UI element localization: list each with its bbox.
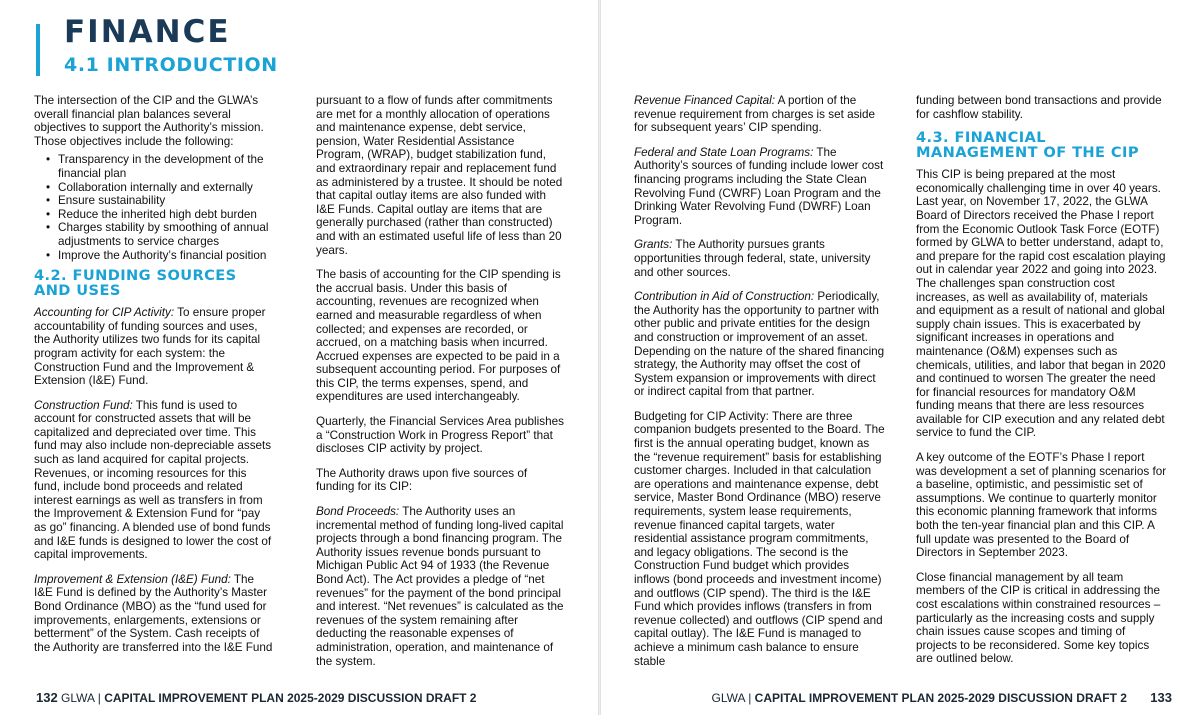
funding-sources-heading: 4.2. FUNDING SOURCES AND USES (34, 267, 237, 300)
funding-sources-intro: The Authority draws upon five sources of funding for its CIP: (316, 466, 528, 494)
close-management-paragraph: Close financial management by all team members of the CIP is critical in addressing the cost escalations within constrained resources – particularly as the increasing costs and supply chain issues cause scopes and timing of projects to be reconsidered. Some key topics are outlined below. (916, 570, 1161, 666)
left-page-footer (36, 690, 476, 705)
revenue-financed-paragraph: Revenue Financed Capital: A portion of the revenue requirement from charges is set aside for subsequent years’ CIP spending. (634, 94, 876, 135)
budgeting-paragraph: Budgeting for CIP Activity: There are three companion budgets presented to the Board. The first is the annual operating budget, known as the “revenue requirement” basis for establishing customer charges. Included in that calculation are operations and maintenance expense, debt service, Master Bond Ordinance (MBO) reserve requirements, system lease requirements, revenue financed capital targets, water residential assistance program commitments, and legacy obligations. The second is the Construction Fund budget which provides inflows (bond proceeds and investment income) and outflows (CIP spend). The third is the I&E Fund which provides inflows (transfers in from revenue collected) and outflows (CIP spend and capital outlay). The I&E Fund is managed to achieve a minimum cash balance to ensure stable (634, 409, 885, 668)
footer-separator: | (744, 691, 755, 705)
page-gutter (598, 0, 601, 715)
list-item: • Reduce the inherited high debt burden (46, 208, 274, 222)
page-number: 133 (1150, 690, 1172, 705)
quarterly-report-paragraph: Quarterly, the Financial Services Area publishes a “Construction Work in Progress Report” that discloses CIP activity by project. (316, 415, 564, 456)
footer-org: GLWA (711, 691, 745, 705)
title-accent-bar (36, 24, 40, 76)
left-page-column-1 (34, 94, 274, 665)
footer-doc-title: CAPITAL IMPROVEMENT PLAN 2025-2029 DISCUSSION DRAFT 2 (104, 691, 477, 705)
left-page-column-2 (316, 94, 564, 679)
list-item: • Collaboration internally and externally (46, 181, 274, 195)
financial-management-heading: 4.3. FINANCIAL MANAGEMENT OF THE CIP (916, 129, 1139, 162)
list-item: • Transparency in the development of the financial plan (46, 153, 274, 180)
footer-separator: | (94, 691, 105, 705)
right-page-column-2 (916, 94, 1168, 677)
loan-programs-paragraph: Federal and State Loan Programs: The Authority’s sources of funding include lower cost financing programs including the State Clean Revolving Fund (CWRF) Loan Program and the Drinking Water Revolving Fund (DWRF) Loan Program. (634, 145, 884, 227)
objectives-list (46, 153, 274, 262)
list-item: • Ensure sustainability (46, 194, 274, 208)
eotf-outcome-paragraph: A key outcome of the EOTF’s Phase I report was development a set of planning scenarios for a baseline, optimistic, and pessimistic set of assumptions. We continue to quarterly monitor this economic planning framework that informs both the ten-year financial plan and this CIP. A full update was presented to the Board of Directors in September 2023. (916, 451, 1167, 560)
list-item: • Charges stability by smoothing of annual adjustments to service charges (46, 221, 274, 248)
contribution-paragraph: Contribution in Aid of Construction: Periodically, the Authority has the opportunity to partner with other public and private entities for the design and construction or improvement of an asset. Depending on the nature of the shared financing strategy, the Authority may offset the cost of System expansion or improvements with direct or indirect capital from that partner. (634, 290, 885, 399)
cashflow-paragraph: funding between bond transactions and provide for cashflow stability. (916, 94, 1162, 121)
accounting-paragraph: Accounting for CIP Activity: To ensure proper accountability of funding sources and uses, the Authority utilizes two funds for its capital program activity for each system: the Construction Fund and the Improvement & Extension (I&E) Fund. (34, 306, 266, 388)
right-page-column-1 (634, 94, 886, 679)
footer-doc-title: CAPITAL IMPROVEMENT PLAN 2025-2029 DISCUSSION DRAFT 2 (754, 691, 1127, 705)
chapter-title: FINANCE (64, 14, 231, 50)
ie-fund-paragraph: Improvement & Extension (I&E) Fund: The I&E Fund is defined by the Authority’s Master Bond Ordinance (MBO) as the “fund used for improvements, enlargements, extensions or betterment” of the System. Cash receipts of the Authority are transferred into the I&E Fund (34, 572, 273, 654)
section-title: 4.1 INTRODUCTION (64, 54, 278, 76)
bond-proceeds-paragraph: Bond Proceeds: The Authority uses an incremental method of funding long-lived capital projects through a bond financing program. The Authority issues revenue bonds pursuant to Michigan Public Act 94 of 1933 (the Revenue Bond Act). The Act provides a pledge of “net revenues” for the payment of the bond principal and interest. “Net revenues” is calculated as the revenues of the system remaining after deducting the reasonable expenses of administration, operation, and maintenance of the system. (316, 505, 564, 668)
list-item: • Improve the Authority’s financial position (46, 249, 274, 263)
footer-org: GLWA (61, 691, 95, 705)
accounting-basis-paragraph: The basis of accounting for the CIP spending is the accrual basis. Under this basis of accounting, revenues are recognized when earned and measurable regardless of when collected; and expenses are recorded, or accrued, on a matching basis when incurred. Accrued expenses are expected to be paid in a subsequent accounting period. For purposes of this CIP, the terms expenses, spend, and expenditures are used interchangeably. (316, 268, 561, 404)
construction-fund-paragraph: Construction Fund: This fund is used to account for constructed assets that will be capitalized and depreciated over time. This fund may also include non-depreciable assets such as land acquired for capital projects. Revenues, or incoming resources for this fund, include bond proceeds and related interest earnings as well as transfers in from the Improvement & Extension Fund for “pay as go” financing. A blended use of bond funds and I&E funds is designed to lower the cost of capital improvements. (34, 398, 272, 562)
flow-of-funds-paragraph: pursuant to a flow of funds after commitments are met for a monthly allocation of operations and maintenance expense, debt service, pension, Water Residential Assistance Program, (WRAP), budget stabilization fund, and extraordinary repair and replacement fund as administered by a trustee. It should be noted that capital outlay items are also funded with I&E Funds. Capital outlay are items that are generally purchased (rather than constructed) and with an estimated useful life of less than 20 years. (316, 94, 563, 257)
right-page-footer (712, 690, 1172, 705)
economic-outlook-paragraph: This CIP is being prepared at the most economically challenging time in over 40 years. Last year, on November 17, 2022, the GLWA Board of Directors received the Phase I report from the Economic Outlook Task Force (EOTF) formed by GLWA to better understand, adapt to, and prepare for the rapid cost escalation playing out in calendar year 2022 and going into 2023. The challenges span construction cost increases, as well as availability of, materials and equipment as a result of national and global supply chain issues. This is exacerbated by significant increases in operations and maintenance (O&M) expenses such as chemicals, utilities, and labor that began in 2020 and continued to worsen The greater the need for financial resources for mandatory O&M funding means that there are less resources available for CIP execution and any related debt service to fund the CIP. (916, 168, 1166, 440)
intro-paragraph: The intersection of the CIP and the GLWA’s overall financial plan balances several objectives to support the Authority’s mission. Those objectives include the following: (34, 94, 264, 148)
page-number: 132 (36, 690, 58, 705)
grants-paragraph: Grants: The Authority pursues grants opportunities through federal, state, university and other sources. (634, 238, 871, 279)
